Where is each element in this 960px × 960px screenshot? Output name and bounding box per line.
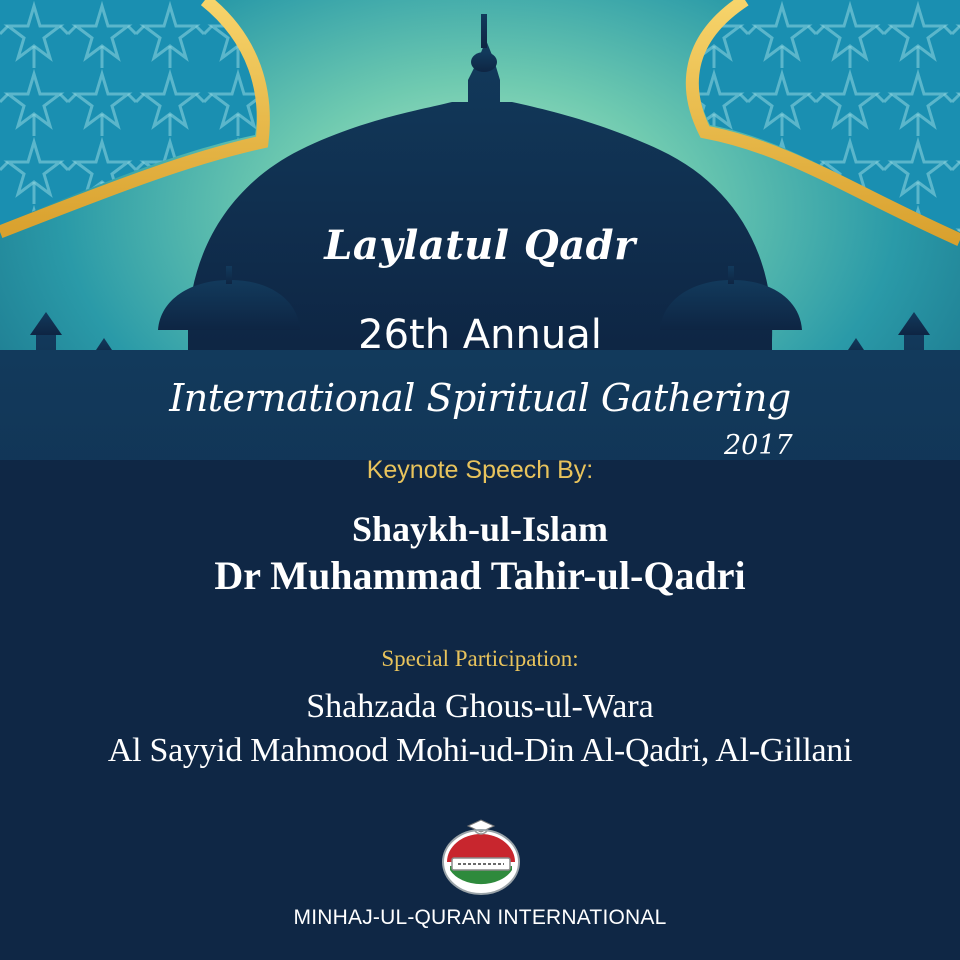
top-right-arch-pattern — [692, 0, 960, 240]
event-edition: 26th Annual — [358, 312, 602, 358]
organization-name: MINHAJ-UL-QURAN INTERNATIONAL — [293, 906, 667, 929]
keynote-speaker-title: Shaykh-ul-Islam — [351, 509, 609, 549]
event-title: Laylatul Qadr — [324, 222, 636, 269]
special-participant-title: Shahzada Ghous-ul-Wara — [306, 688, 654, 725]
minhaj-ul-quran-emblem-icon — [438, 818, 524, 898]
event-name: International Spiritual Gathering — [169, 376, 791, 420]
keynote-speaker-name: Dr Muhammad Tahir-ul-Qadri — [214, 553, 746, 598]
special-participant-name: Al Sayyid Mahmood Mohi-ud-Din Al-Qadri, Al-Gillani — [107, 732, 853, 769]
event-year: 2017 — [724, 430, 793, 461]
top-left-arch-pattern — [0, 0, 263, 232]
keynote-label: Keynote Speech By: — [366, 456, 594, 484]
special-participation-label: Special Participation: — [381, 646, 579, 671]
